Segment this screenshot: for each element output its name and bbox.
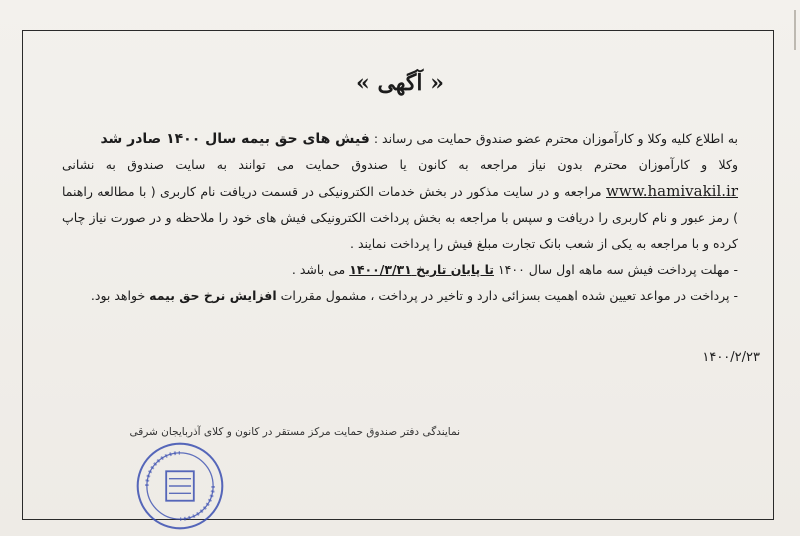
lead-headline: فیش های حق بیمه سال ۱۴۰۰ صادر شد: [100, 131, 370, 147]
penalty-end: خواهد بود.: [90, 288, 146, 303]
deadline-bullet: [62, 257, 738, 283]
penalty-bullet: [62, 283, 738, 309]
penalty-intro: - پرداخت در مواعد تعیین شده اهمیت بسزائی دارد و تاخیر در پرداخت ، مشمول مقررات: [280, 288, 738, 303]
instructions-after-url: مراجعه و در سایت مذکور در بخش خدمات الکترونیکی در قسمت دریافت نام کاربری ( با مطالعه راهنما ) رمز عبور و نام کاربری را دریافت و سپس با مراجعه به بخش پرداخت الکترونیکی فیش های خود را ملاحظه و در صورت نیاز چاپ کرده و با مراجعه به یکی از شعب بانک تجارت مبلغ فیش را پرداخت نمایند .: [62, 184, 738, 251]
deadline-intro: - مهلت پرداخت فیش سه ماهه اول سال ۱۴۰۰: [497, 262, 738, 277]
lead-paragraph: [62, 126, 738, 152]
deadline-end: می باشد .: [291, 262, 346, 277]
official-stamp-icon: [134, 440, 226, 532]
notice-date: ۱۴۰۰/۲/۲۳: [702, 350, 760, 365]
deadline-date: تا پایان تاریخ ۱۴۰۰/۳/۳۱: [349, 262, 494, 277]
instructions-paragraph: [62, 152, 738, 257]
representative-line: نمایندگی دفتر صندوق حمایت مرکز مستقر در کانون و کلای آذربایجان شرقی: [129, 426, 460, 438]
instructions-before-url: وکلا و کارآموزان محترم بدون نیاز مراجعه به کانون یا صندوق حمایت می توانند به سایت صندوق به نشانی: [62, 157, 738, 172]
notice-body: [62, 126, 738, 309]
website-link[interactable]: www.hamivakil.ir: [606, 182, 738, 200]
paper-edge-mark: [794, 10, 796, 50]
notice-title: « آگهی »: [356, 70, 444, 96]
penalty-emphasis: افزایش نرخ حق بیمه: [149, 288, 277, 303]
lead-text: به اطلاع کلیه وکلا و کارآموزان محترم عضو صندوق حمایت می رساند :: [373, 131, 738, 146]
